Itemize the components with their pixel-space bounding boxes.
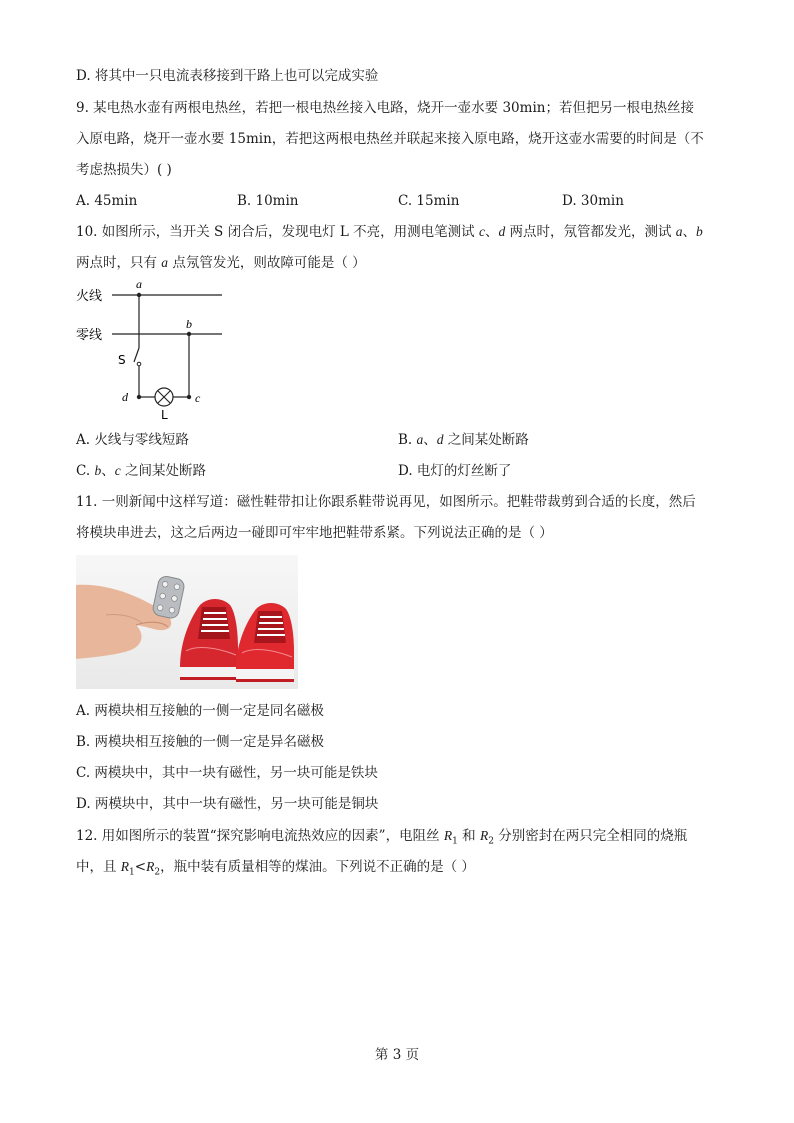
q11-option-d: D. 两模块中，其中一块有磁性，另一块可能是铜块 bbox=[76, 796, 379, 812]
q10-stem-line1: 10. 如图所示，当开关 S 闭合后，发现电灯 L 不亮，用测电笔测试 c、d 两点时，氖管都发光，测试 a、b bbox=[76, 224, 703, 240]
page-number: 第 3 页 bbox=[374, 1047, 420, 1063]
neutral-wire-label: 零线 bbox=[76, 328, 103, 343]
switch-label: S bbox=[118, 353, 126, 367]
q10-option-a: A. 火线与零线短路 bbox=[76, 432, 189, 448]
q9-stem-line2: 入原电路，烧开一壶水要 15min，若把这两根电热丝并联起来接入原电路，烧开这壶水需要的时间是（不 bbox=[76, 131, 704, 147]
q11-option-c: C. 两模块中，其中一块有磁性，另一块可能是铁块 bbox=[76, 765, 378, 781]
q12-stem-line2: 中，且 $R_1<R_2$，瓶中装有质量相等的煤油。下列说不正确的是（ ） bbox=[76, 859, 475, 878]
q9-stem-line1: 9. 某电热水壶有两根电热丝，若把一根电热丝接入电路，烧开一壶水要 30min；若但把另一根电热丝接 bbox=[76, 100, 694, 116]
q10-circuit-diagram bbox=[76, 278, 236, 423]
q11-option-b: B. 两模块相互接触的一侧一定是异名磁极 bbox=[76, 734, 325, 750]
q11-stem-line1: 11. 一则新闻中这样写道：磁性鞋带扣让你跟系鞋带说再见，如图所示。把鞋带裁剪到合适的长度，然后 bbox=[76, 494, 696, 510]
point-a-label: a bbox=[136, 278, 142, 291]
q9-stem-line3: 考虑热损失）( ) bbox=[76, 162, 172, 178]
point-c-label: c bbox=[195, 391, 201, 405]
point-d-dot bbox=[137, 395, 141, 399]
q10-option-d: D. 电灯的灯丝断了 bbox=[398, 463, 512, 479]
switch-s bbox=[134, 348, 139, 362]
point-c-dot bbox=[187, 395, 191, 399]
q9-option-d: D. 30min bbox=[562, 193, 624, 209]
q12-stem-line1: 12. 用如图所示的装置“探究影响电流热效应的因素”，电阻丝 $R_1$ 和 $R_2$ 分别密封在两只完全相同的烧瓶 bbox=[76, 828, 688, 847]
q10-option-b: B. a、d 之间某处断路 bbox=[398, 432, 529, 448]
lamp-label: L bbox=[161, 408, 168, 422]
live-wire-label: 火线 bbox=[76, 289, 103, 304]
point-d-label: d bbox=[122, 390, 128, 404]
q9-option-c: C. 15min bbox=[398, 193, 460, 209]
q10-stem-line2: 两点时，只有 a 点氖管发光，则故障可能是（ ） bbox=[76, 255, 366, 271]
magnetic-shoelace-photo bbox=[76, 555, 298, 689]
q9-option-b: B. 10min bbox=[237, 193, 299, 209]
q8-option-d: D. 将其中一只电流表移接到干路上也可以完成实验 bbox=[76, 68, 379, 84]
q11-stem-line2: 将模块串进去，这之后两边一碰即可牢牢地把鞋带系紧。下列说法正确的是（ ） bbox=[76, 525, 553, 541]
point-b-label: b bbox=[186, 317, 192, 331]
q10-option-c: C. b、c 之间某处断路 bbox=[76, 463, 206, 479]
q9-option-a: A. 45min bbox=[76, 193, 138, 209]
q11-option-a: A. 两模块相互接触的一侧一定是同名磁极 bbox=[76, 703, 324, 719]
